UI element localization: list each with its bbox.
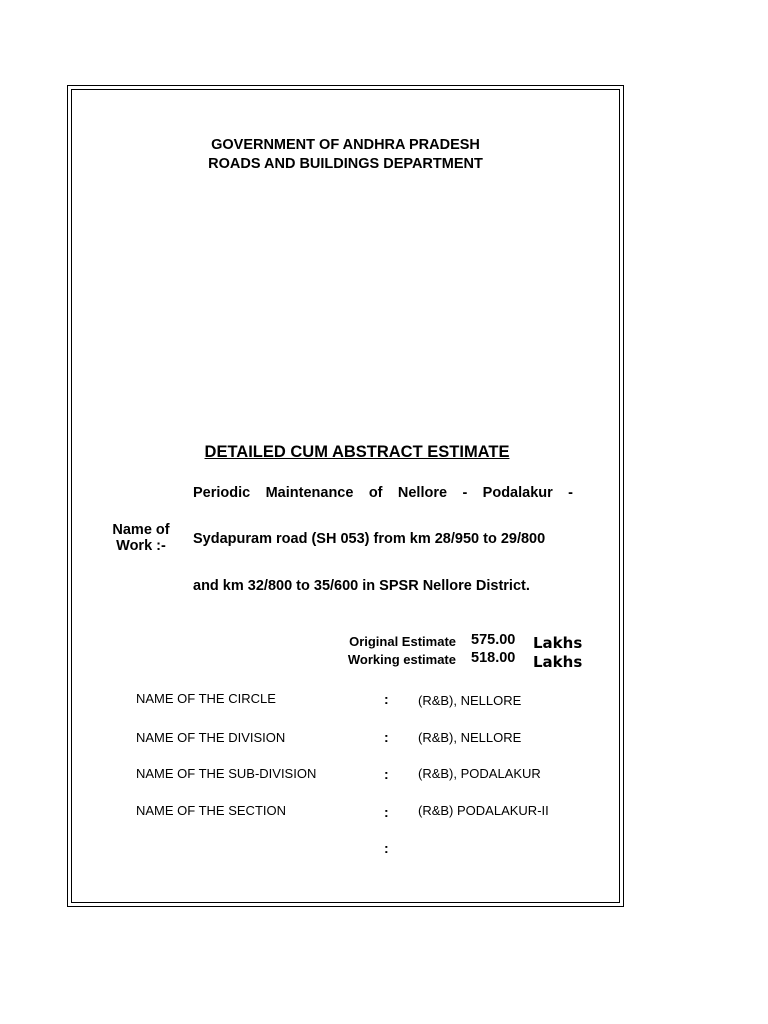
- original-estimate-value: 575.00: [471, 632, 516, 648]
- section-value: (R&B) PODALAKUR-II: [418, 803, 549, 818]
- original-estimate-label: Original Estimate: [349, 634, 456, 649]
- sub-division-label: NAME OF THE SUB-DIVISION: [136, 766, 317, 781]
- sub-division-colon: :: [384, 766, 389, 782]
- name-of-work-label-line-2: Work :-: [116, 538, 166, 554]
- work-description-line-3: and km 32/800 to 35/600 in SPSR Nellore District.: [193, 578, 530, 594]
- document-title: DETAILED CUM ABSTRACT ESTIMATE: [204, 443, 510, 461]
- name-of-work-label: [104, 522, 178, 554]
- section-colon: :: [384, 804, 389, 820]
- circle-value: (R&B), NELLORE: [418, 693, 522, 708]
- working-estimate-value: 518.00: [471, 650, 516, 666]
- work-description-line-2: Sydapuram road (SH 053) from km 28/950 to 29/800: [193, 531, 546, 547]
- sub-division-value: (R&B), PODALAKUR: [418, 766, 541, 781]
- header-government: GOVERNMENT OF ANDHRA PRADESH: [211, 137, 480, 153]
- division-label: NAME OF THE DIVISION: [136, 730, 286, 745]
- work-description-line-1: Periodic Maintenance of Nellore - Podalakur -: [193, 485, 573, 501]
- division-value: (R&B), NELLORE: [418, 730, 522, 745]
- division-colon: :: [384, 729, 389, 745]
- circle-colon: :: [384, 691, 389, 707]
- name-of-work-label-line-1: Name of: [112, 522, 170, 538]
- section-label: NAME OF THE SECTION: [136, 803, 286, 818]
- working-estimate-label: Working estimate: [347, 652, 456, 667]
- header-department: ROADS AND BUILDINGS DEPARTMENT: [208, 156, 483, 172]
- working-estimate-unit: Lakhs: [533, 653, 583, 671]
- circle-label: NAME OF THE CIRCLE: [136, 691, 276, 706]
- original-estimate-unit: Lakhs: [533, 634, 583, 652]
- blank-row-colon: :: [384, 840, 389, 856]
